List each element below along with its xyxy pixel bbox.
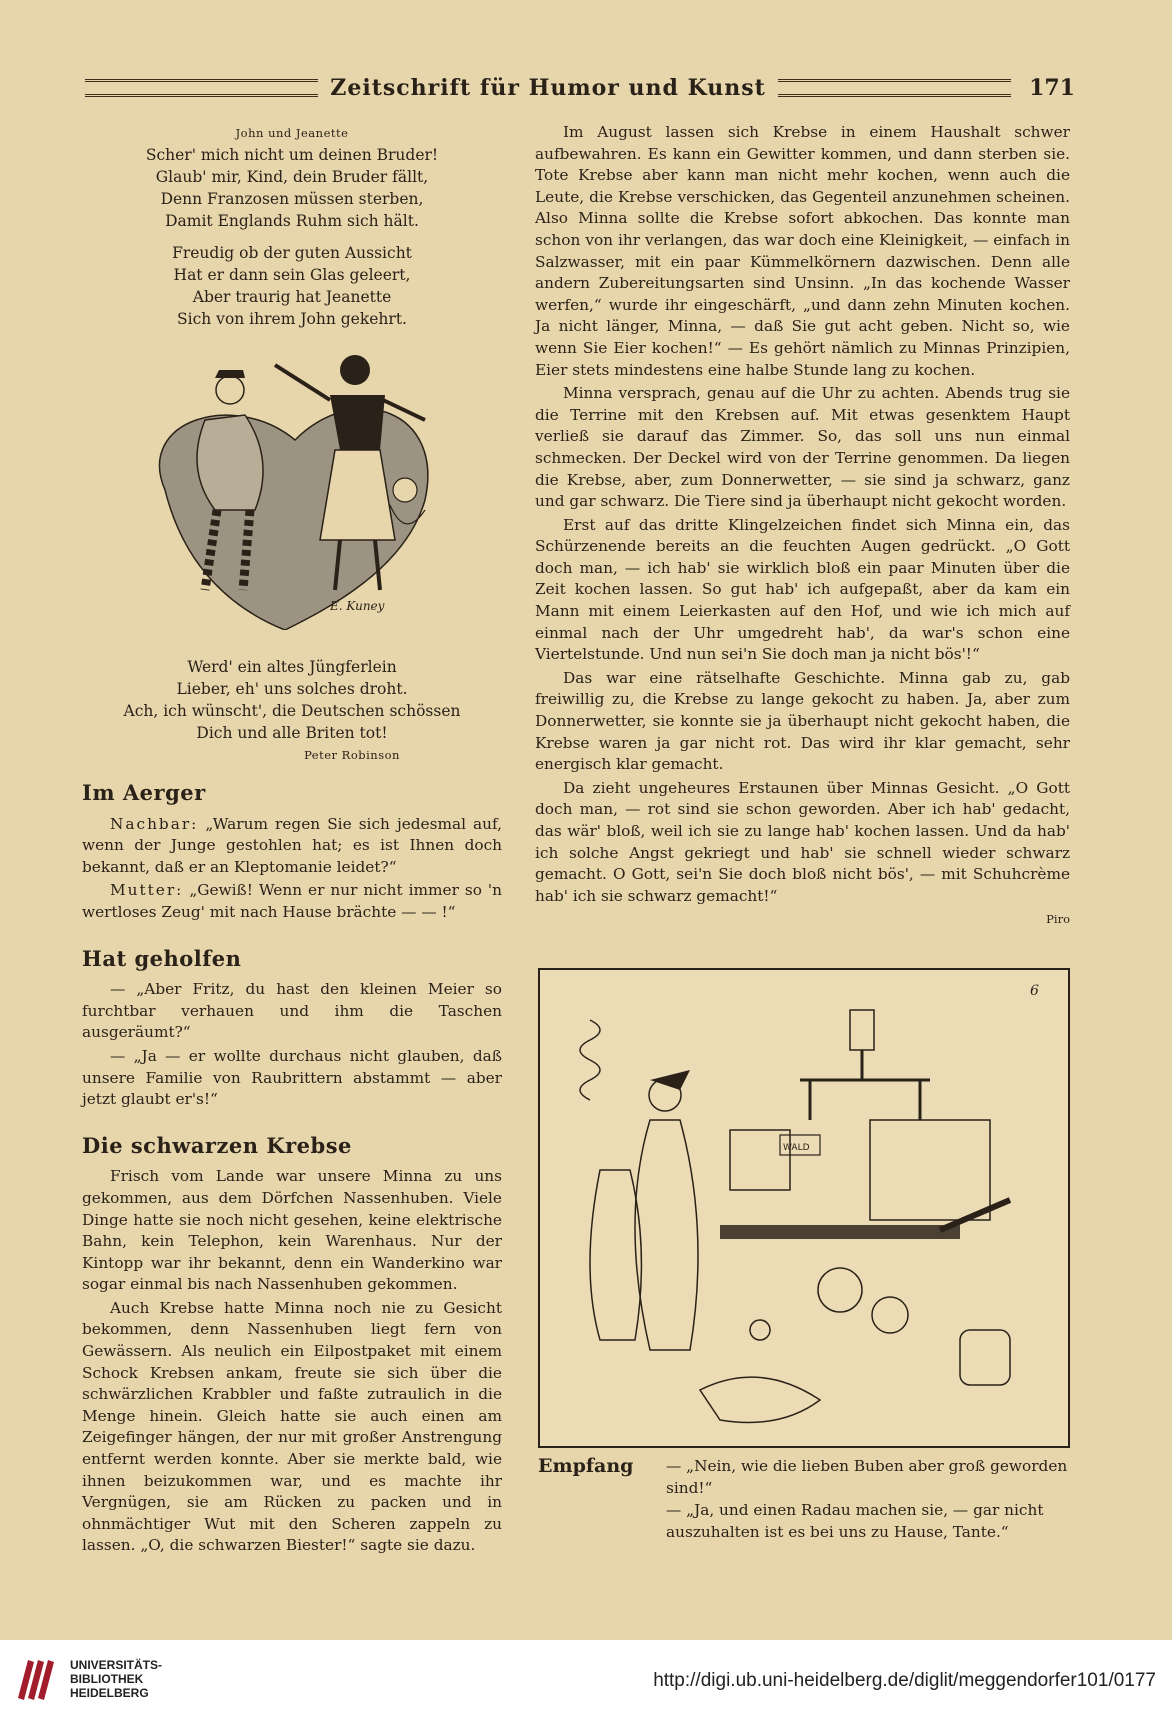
poem-line: Ach, ich wünscht', die Deutschen schössen — [123, 702, 461, 720]
poem-stanza-1 — [82, 144, 502, 232]
poem-line: Aber traurig hat Jeanette — [192, 288, 392, 306]
chain-ornament-left — [85, 79, 318, 97]
library-name — [70, 1658, 162, 1700]
poem-block — [82, 122, 502, 340]
poem-title: John und Jeanette — [235, 126, 349, 140]
library-name-line: HEIDELBERG — [70, 1686, 149, 1700]
poem-line: Lieber, eh' uns solches droht. — [176, 680, 408, 698]
page-header — [85, 70, 1075, 106]
empfang-dialog — [666, 1455, 1078, 1543]
poem-line: Damit Englands Ruhm sich hält. — [165, 212, 419, 230]
library-logo-icon — [14, 1656, 58, 1702]
krebse-paragraph-4: Minna versprach, genau auf die Uhr zu achten. Abends trug sie die Terrine mit den Krebsen auf. Mit etwas gesenktem Haupt verließ sie darauf das Zimmer. So, das soll uns nun einmal schmecken. Der Deckel wird von der Terrine genommen. Da liegen die Krebse, aber, zum Donnerwetter, — sie sind ja schwarz, ganz und gar schwarz. Die Tiere sind ja überhaupt nicht gekocht worden. — [535, 384, 1070, 511]
poem-line: Werd' ein altes Jüngferlein — [187, 658, 397, 676]
krebse-heading: Die schwarzen Krebse — [82, 1132, 352, 1158]
poem-line: Sich von ihrem John gekehrt. — [177, 310, 407, 328]
geholfen-paragraph-1: — „Aber Fritz, du hast den kleinen Meier so furchtbar verhauen und ihm die Taschen ausgeräumt?“ — [82, 980, 502, 1042]
poem-line: Freudig ob der guten Aussicht — [172, 244, 412, 262]
speaker-label: Nachbar: — [110, 814, 199, 833]
empfang-caption — [538, 1455, 1078, 1543]
footer-bar — [0, 1640, 1172, 1722]
krebse-paragraph-1: Frisch vom Lande war unsere Minna zu uns gekommen, aus dem Dörfchen Nassenhuben. Viele Dinge hatte sie noch nicht gesehen, keine elektrische Bahn, kein Telephon, kein Warenhaus. Nur der Kintopp war ihr bekannt, denn ein Wanderkino war sogar einmal bis nach Nassenhuben gekommen. — [82, 1167, 502, 1294]
page-number: 171 — [1029, 75, 1075, 101]
krebse-paragraph-7: Da zieht ungeheures Erstaunen über Minnas Gesicht. „O Gott doch man, — rot sind sie schon geworden. Aber ich hab' gedacht, das wär' bloß, weil ich sie zu lange hab' kochen lassen. Und da hab' ich solche Angst gekriegt und hab' sie schnell wieder schwarz gemacht. O Gott, sei'n Sie doch bloß nicht bös', — mit Schuhcrème hab' ich sie schwarz gemacht!“ — [535, 778, 1070, 905]
krebse-paragraph-6: Das war eine rätselhafte Geschichte. Minna gab zu, gab freiwillig zu, die Krebse zu lange gekocht zu haben. Ja, aber zum Donnerwetter, sie konnte sie ja überhaupt nicht gekocht haben, die Krebse waren ja gar nicht rot. Das wird ihr klar gemacht, sehr energisch klar gemacht. — [535, 668, 1070, 774]
empfang-line-1: — „Nein, wie die lieben Buben aber groß geworden sind!“ — [666, 1457, 1068, 1497]
geholfen-paragraph-2: — „Ja — er wollte durchaus nicht glauben, daß unsere Familie von Raubrittern abstammt — aber jetzt glaubt er's!“ — [82, 1046, 502, 1109]
empfang-line-2: — „Ja, und einen Radau machen sie, — gar nicht auszuhalten ist es bei uns zu Hause, Tante.“ — [666, 1501, 1044, 1541]
right-prose-column — [535, 122, 1070, 931]
aerger-dialog-2 — [82, 880, 502, 923]
empfang-title: Empfang — [538, 1455, 634, 1477]
krebse-paragraph-2: Auch Krebse hatte Minna noch nie zu Gesicht bekommen, denn Nassenhuben liegt fern von Gewässern. Als neulich ein Eilpostpaket mit einem Schock Krebsen ankam, freute sie sich über die schwärzlichen Krabbler und faßte zutraulich in die Menge hinein. Gleich hatte sie auch einen am Zeigefinger hängen, der nur mit großer Anstrengung entfernt werden konnte. Aber sie merkte bald, wie ihnen beizukommen war, und es machte ihr Vergnügen, sie am Rücken zu packen und in ohnmächtiger Wut mit den Scheren zappeln zu lassen. „O, die schwarzen Biester!“ sagte sie dazu. — [82, 1298, 502, 1555]
poem-author: Peter Robinson — [304, 748, 400, 762]
header-title: Zeitschrift für Humor und Kunst — [330, 75, 766, 101]
poem-line: Hat er dann sein Glas geleert, — [173, 266, 411, 284]
cartoon-drawing — [540, 970, 1064, 1442]
geholfen-heading: Hat geholfen — [82, 945, 242, 971]
dialog-text: „Gewiß! Wenn er nur nicht immer so 'n wertloses Zeug' mit nach Hause brächte — — !“ — [82, 881, 502, 921]
illustration-signature: E. Kuney — [330, 599, 385, 613]
library-name-line: UNIVERSITÄTS- — [70, 1658, 163, 1672]
illustration-empfang — [538, 968, 1070, 1448]
poem-stanza-2 — [82, 242, 502, 330]
university-logo[interactable] — [14, 1656, 162, 1702]
library-name-line: BIBLIOTHEK — [70, 1672, 144, 1686]
chain-ornament-right — [778, 79, 1011, 97]
poem-line: Glaub' mir, Kind, dein Bruder fällt, — [155, 168, 429, 186]
source-url-link[interactable]: http://digi.ub.uni-heidelberg.de/diglit/meggendorfer101/0177 — [653, 1670, 1156, 1691]
poem-line: Scher' mich nicht um deinen Bruder! — [145, 146, 439, 164]
illustration-john-jeanette — [125, 340, 445, 630]
aerger-dialog-1 — [82, 814, 502, 879]
speaker-label: Mutter: — [110, 881, 184, 900]
aerger-heading: Im Aerger — [82, 780, 206, 805]
krebse-paragraph-5: Erst auf das dritte Klingelzeichen findet sich Minna ein, das Schürzenende bereits an die feuchten Augen gedrückt. „O Gott doch man, — ich hab' sie wirklich bloß ein paar Minuten über die Zeit kochen lassen. So gut hab' ich aufgepaßt, aber da kam ein Mann mit einem Leierkasten auf den Hof, und wie ich mich auf einmal nach der Uhr umgedreht hab', da war's schon eine Viertelstunde. Und nun sei'n Sie doch man ja nicht bös'!“ — [535, 515, 1070, 664]
cartoon-number: 6 — [1030, 983, 1039, 999]
krebse-paragraph-3: Im August lassen sich Krebse in einem Haushalt schwer aufbewahren. Es kann ein Gewitter kommen, und dann sterben sie. Tote Krebse aber kann man nicht mehr kochen, wenn auch die Leute, die Krebse verschicken, das Gegenteil anzunehmen scheinen. Also Minna sollte die Krebse sofort abkochen. Das konnte man schon von ihr verlangen, das war doch eine Kleinigkeit, — einfach in Salzwasser, mit ein paar Kümmelkörnern dazwischen. Denn alle andern Zubereitungsarten sind Unsinn. „In das kochende Wasser werfen,“ wurde ihr eingeschärft, „und dann zehn Minuten kochen. Ja nicht länger, Minna, — daß Sie gut acht geben. Nicht so, wie wenn Sie Eier kochen!“ — Es gehört nämlich zu Minnas Prinzipien, Eier stets mindestens eine halbe Stunde lang zu kochen. — [535, 123, 1070, 379]
poem-line: Denn Franzosen müssen sterben, — [160, 190, 424, 208]
poem-line: Dich und alle Briten tot! — [196, 724, 388, 742]
poem-stanza-3-block — [82, 656, 502, 766]
krebse-author: Piro — [1046, 912, 1070, 927]
left-prose-column — [82, 768, 502, 1559]
dialog-text: „Warum regen Sie sich jedesmal auf, wenn der Junge gestohlen hat; es ist Ihnen doch bekannt, daß er an Kleptomanie leidet?“ — [82, 814, 502, 876]
wald-sign: WALD — [783, 1143, 810, 1153]
